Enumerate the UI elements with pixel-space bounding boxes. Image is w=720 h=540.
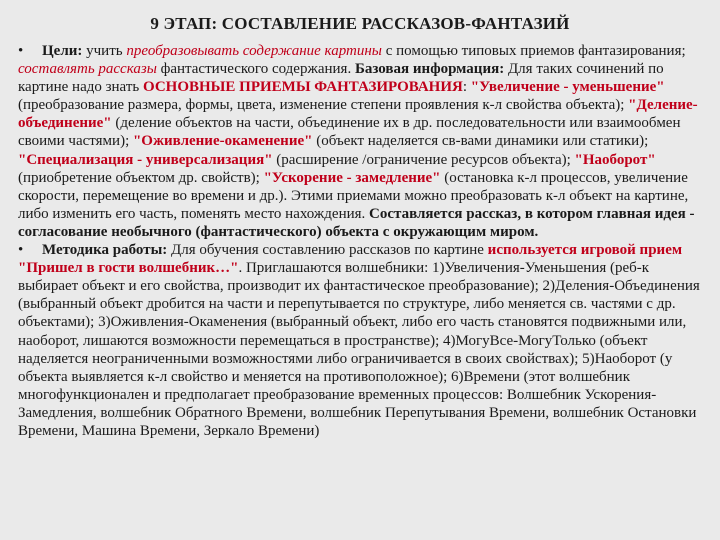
- base-info-label: Базовая информация:: [354, 61, 505, 78]
- method-paragraph: [18, 241, 706, 440]
- slide-content: [18, 42, 706, 440]
- game-technique: используется игровой прием "Пришел в гости волшебник…": [18, 242, 683, 277]
- goals-paragraph: [18, 42, 706, 241]
- summary-text: Составляется рассказ, в котором главная идея - согласование необычного (фантастического) объекта с окружающим миром.: [18, 205, 695, 240]
- technique-animate: "Оживление-окаменение": [132, 133, 313, 150]
- text: (деление объектов на части, объединение их в др. последовательности или взаимообмен своими частями);: [18, 115, 681, 150]
- wizards-list: . Приглашаются волшебники: 1)Увеличения-Уменьшения (реб-к выбирает объект и его свойства, производит их фантастическое преобразование); 2)Деления-Объединения (выбранный объект дробится на части и перепутывается по структуре, либо меняется св. частями с др. объектами); 3)Оживления-Окаменения (выбранный объект, либо его часть становятся подвижными или, наоборот, лишаются возможности перемещаться в пространстве); 4)МогуВсе-МогуТолько (объект наделяется неограниченными возможностями либо ограничивается в своих свойствах); 5)Наоборот (у объекта выявляется к-л свойство и меняется на противоположное); 6)Времени (этот волшебник многофункционален и предполагает преобразование временных процессов: Волшебник Ускорения-Замедления, волшебник Обратного Времени, волшебник Перепутывания Времени, волшебник Остановки Времени, Машина Времени, Зеркало Времени): [18, 260, 700, 439]
- goal-compose: составлять рассказы: [18, 61, 157, 78]
- technique-split: "Деление-объединение": [18, 97, 698, 132]
- text: фантастического содержания.: [156, 61, 355, 78]
- goals-label: Цели:: [42, 43, 83, 59]
- technique-scale: "Увеличение - уменьшение": [470, 79, 665, 96]
- text: Для обучения составлению рассказов по картине: [167, 242, 488, 259]
- text: (преобразование размера, формы, цвета, изменение степени проявления к-л свойства объекта);: [18, 97, 629, 114]
- technique-speed: "Ускорение - замедление": [263, 169, 441, 186]
- text: (объект наделяется св-вами динамики или статики);: [312, 133, 649, 150]
- technique-specialize: "Специализация - универсализация": [18, 151, 273, 168]
- text: (остановка к-л процессов, увеличение скорости, перемещение во времени и др.). Этими приемами можно преобразовать к-л объект на картине, либо изменить его часть, поменять место нахождения.: [18, 169, 689, 222]
- text: (расширение /ограничение ресурсов объекта);: [272, 151, 575, 168]
- text: (приобретение объектом др. свойств);: [18, 169, 264, 186]
- method-label: Методика работы:: [42, 242, 168, 259]
- text: :: [462, 79, 471, 96]
- slide-title: 9 ЭТАП: СОСТАВЛЕНИЕ РАССКАЗОВ-ФАНТАЗИЙ: [150, 14, 570, 33]
- text: Для таких сочинений по картине надо знать: [18, 61, 664, 96]
- text: учить: [82, 43, 127, 59]
- bullet-2: •: [18, 242, 24, 259]
- text: с помощью типовых приемов фантазирования;: [381, 43, 686, 59]
- technique-reverse: "Наоборот": [574, 151, 656, 168]
- bullet-1: •: [18, 43, 24, 59]
- techniques-heading: ОСНОВНЫЕ ПРИЕМЫ ФАНТАЗИРОВАНИЯ: [142, 79, 463, 96]
- goal-transform: преобразовывать содержание картины: [126, 43, 382, 59]
